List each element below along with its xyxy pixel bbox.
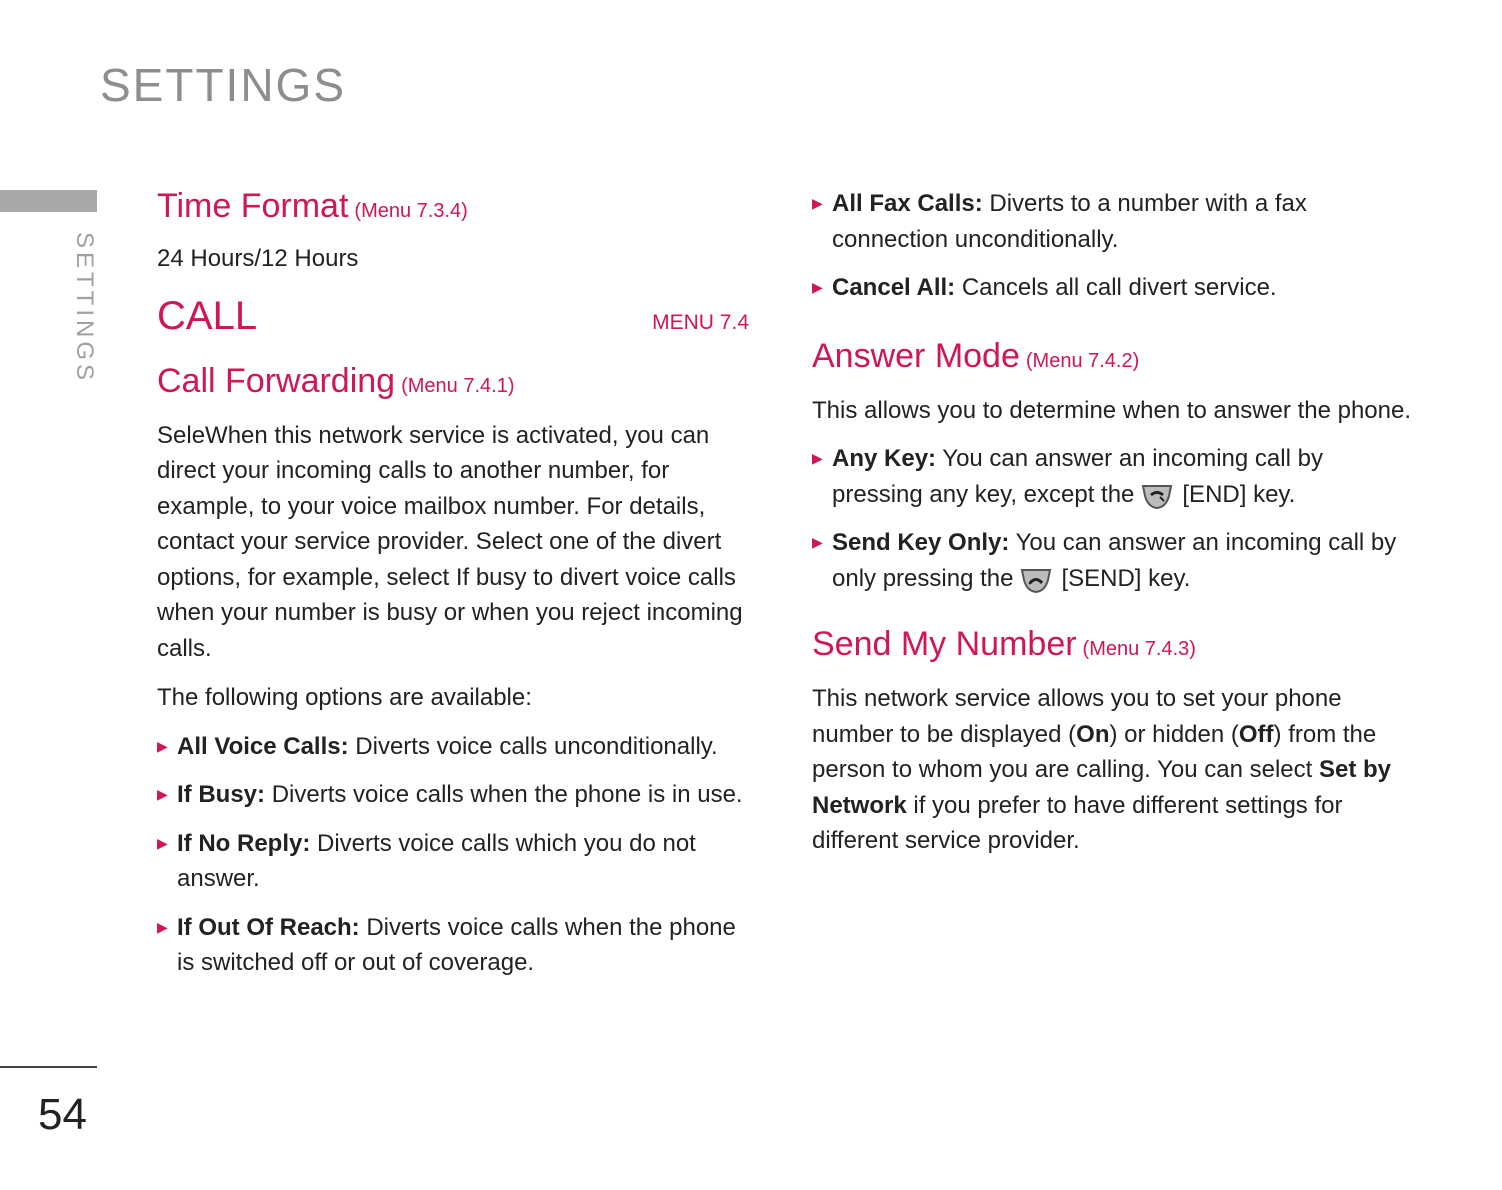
side-chapter-label: SETTINGS	[71, 232, 98, 385]
list-item	[812, 186, 1412, 257]
time-format-heading	[157, 186, 749, 231]
left-column	[157, 186, 749, 994]
option-text: Diverts voice calls when the phone is in use.	[271, 781, 743, 808]
chapter-title: SETTINGS	[100, 59, 347, 111]
bullet-arrow-icon: ▶	[812, 450, 823, 466]
option-label: If Out Of Reach:	[177, 913, 360, 941]
call-menu-ref: MENU 7.4	[652, 310, 749, 334]
page-number: 54	[38, 1090, 87, 1139]
option-on: On	[1076, 720, 1110, 748]
list-item	[157, 729, 749, 765]
option-text: Diverts voice calls unconditionally.	[355, 732, 718, 760]
bullet-arrow-icon: ▶	[812, 534, 823, 550]
option-text: You can answer an incoming call by pressing any key, except the	[832, 445, 1323, 508]
bullet-arrow-icon: ▶	[157, 918, 168, 935]
send-my-number-text-2: ) or hidden (	[1109, 720, 1239, 748]
list-item	[812, 525, 1412, 596]
forwarding-options-list	[157, 729, 749, 981]
option-label: Any Key:	[832, 445, 937, 472]
call-section-heading	[157, 293, 749, 339]
call-forwarding-heading	[157, 361, 749, 406]
send-my-number-title: Send My Number	[812, 625, 1077, 663]
option-label: If No Reply:	[177, 829, 311, 857]
send-my-number-heading	[812, 624, 1412, 669]
list-item	[157, 910, 749, 981]
list-item	[812, 441, 1412, 512]
list-item	[157, 826, 749, 897]
answer-mode-heading	[812, 336, 1412, 381]
side-tab-bar	[0, 190, 97, 212]
time-format-value: 24 Hours/12 Hours	[157, 245, 359, 272]
list-item	[812, 270, 1412, 306]
bullet-arrow-icon: ▶	[812, 279, 823, 295]
bullet-arrow-icon: ▶	[812, 195, 823, 211]
call-title: CALL	[157, 293, 258, 338]
option-text: Diverts voice calls when the phone is switched off or out of coverage.	[177, 913, 736, 976]
send-my-number-description	[812, 681, 1412, 859]
bullet-arrow-icon: ▶	[157, 786, 168, 802]
time-format-menu-ref: (Menu 7.3.4)	[354, 200, 468, 222]
option-text-after: [END] key.	[1182, 480, 1296, 508]
option-text: You can answer an incoming call by only pressing the	[832, 529, 1397, 592]
answer-mode-menu-ref: (Menu 7.4.2)	[1025, 349, 1140, 372]
option-label: Send Key Only:	[832, 529, 1010, 556]
time-format-title: Time Format	[157, 187, 349, 225]
answer-mode-title: Answer Mode	[812, 336, 1020, 375]
send-my-number-text-1: This network service allows you to set your phone number to be displayed (	[812, 685, 1342, 748]
list-item	[157, 777, 749, 813]
option-label: All Voice Calls:	[177, 732, 349, 760]
option-set-by-network: Set by Network	[812, 756, 1392, 819]
option-off: Off	[1238, 720, 1274, 748]
send-my-number-menu-ref: (Menu 7.4.3)	[1082, 638, 1196, 660]
send-key-icon	[1019, 564, 1053, 594]
options-intro: The following options are available:	[157, 684, 532, 711]
send-my-number-text-4: if you prefer to have different settings for different service provider.	[812, 791, 1343, 854]
call-forwarding-title: Call Forwarding	[157, 361, 396, 400]
call-forwarding-description: SeleWhen this network service is activated, you can direct your incoming calls to another number, for example, to your voice mailbox number. For details, contact your service provider. Select one of the divert options, for example, select If busy to divert voice calls when your number is busy or when you reject incoming calls.	[157, 421, 743, 662]
answer-mode-description: This allows you to determine when to answer the phone.	[812, 396, 1412, 424]
bullet-arrow-icon: ▶	[157, 737, 168, 754]
right-column	[812, 186, 1412, 859]
option-text: Diverts to a number with a fax connection unconditionally.	[832, 190, 1307, 253]
option-label: Cancel All:	[832, 274, 956, 301]
option-text-after: [SEND] key.	[1061, 564, 1191, 592]
call-forwarding-menu-ref: (Menu 7.4.1)	[401, 374, 515, 397]
footer-rule	[0, 1066, 97, 1068]
send-my-number-text-3: ) from the person to whom you are calling. You can select	[812, 720, 1377, 783]
answer-mode-options-list	[812, 441, 1412, 596]
end-key-icon	[1140, 480, 1174, 510]
option-text: Diverts voice calls which you do not answer.	[177, 829, 696, 892]
option-label: All Fax Calls:	[832, 190, 983, 217]
option-label: If Busy:	[177, 781, 266, 808]
forwarding-options-list-continued	[812, 186, 1412, 306]
option-text: Cancels all call divert service.	[961, 274, 1277, 301]
bullet-arrow-icon: ▶	[157, 834, 168, 851]
